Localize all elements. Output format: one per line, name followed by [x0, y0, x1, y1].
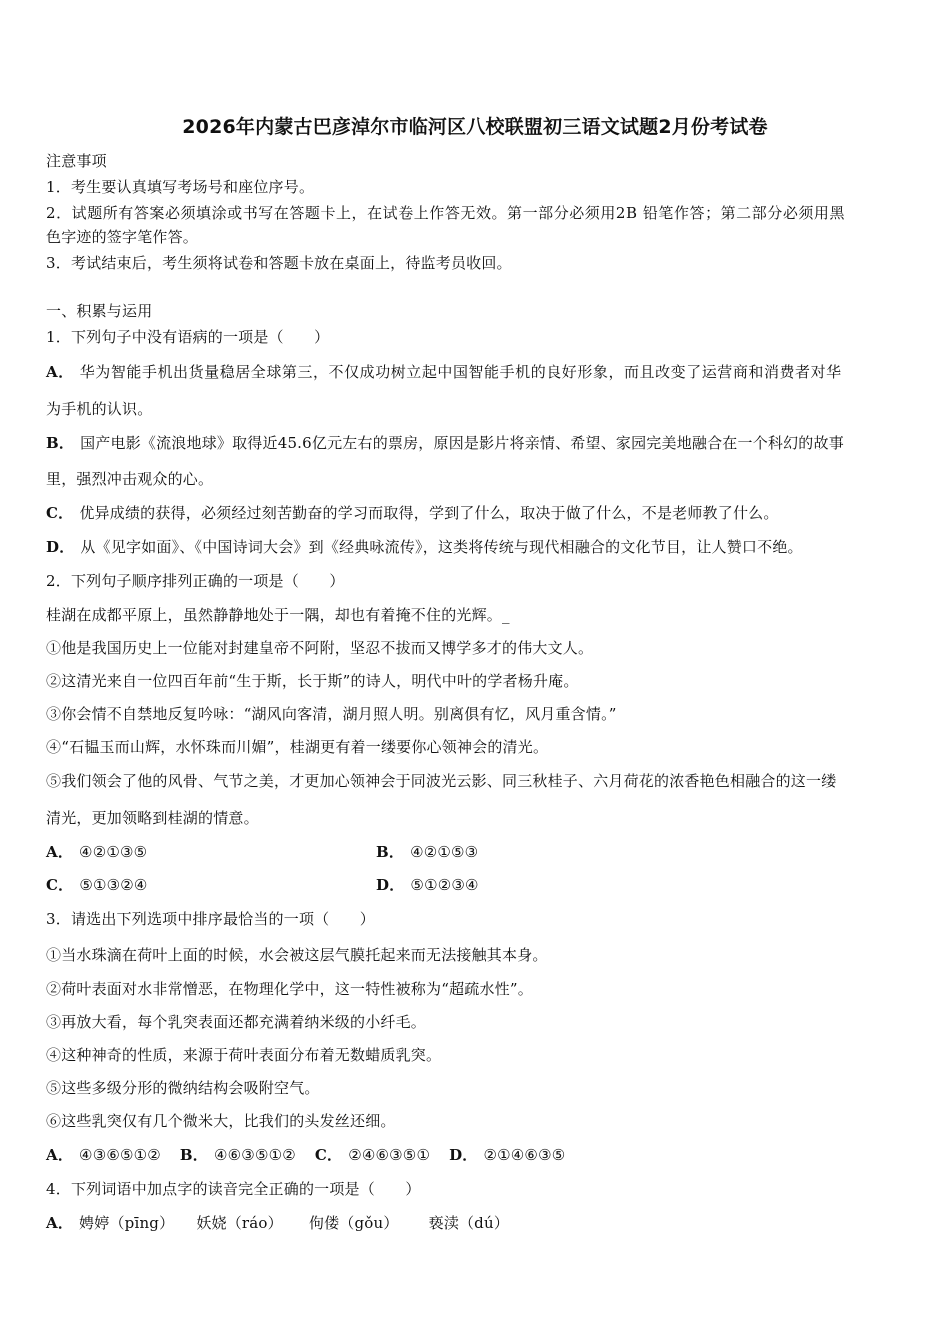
- option-text: ⑤①③②④: [79, 876, 148, 894]
- q3-sentence: ①当水珠滴在荷叶上面的时候，水会被这层气膜托起来而无法接触其本身。: [46, 946, 548, 964]
- option-label: A．: [46, 843, 74, 861]
- q3-option-d: [449, 1146, 565, 1164]
- option-label: B．: [179, 1146, 208, 1164]
- option-text: ④⑥③⑤①②: [214, 1146, 296, 1164]
- option-text: 优异成绩的获得，必须经过刻苦勤奋的学习而取得，学到了什么，取决于做了什么，不是老师教了什么。: [79, 504, 779, 522]
- q2-sentence: ⑤我们领会了他的风骨、气节之美，才更加心领神会于同波光云影、同三秋桂子、六月荷花的浓香艳色相融合的这一缕: [46, 772, 837, 790]
- option-text: 国产电影《流浪地球》取得近45.6亿元左右的票房，原因是影片将亲情、希望、家园完美地融合在一个科幻的故事: [80, 434, 844, 452]
- q4-option-a: [46, 1213, 509, 1233]
- option-text: ②④⑥③⑤①: [348, 1146, 431, 1164]
- word-item: 娉婷（pīng）: [79, 1214, 175, 1232]
- q3-option-c: [315, 1146, 430, 1164]
- option-text: ②①④⑥③⑤: [483, 1146, 566, 1164]
- section-title: 一、积累与运用: [46, 302, 153, 320]
- q1-option-d: [46, 537, 803, 557]
- notice-item: 1．考生要认真填写考场号和座位序号。: [46, 178, 315, 196]
- q2-option-d: [376, 875, 479, 895]
- option-text: 从《见字如面》、《中国诗词大会》到《经典咏流传》，这类将传统与现代相融合的文化节目，让人赞口不绝。: [80, 538, 803, 556]
- q3-sentence: ⑥这些乳突仅有几个微米大，比我们的头发丝还细。: [46, 1112, 396, 1130]
- q2-option-a: [46, 843, 147, 861]
- question-stem-1: 1．下列句子中没有语病的一项是（ ）: [46, 328, 330, 346]
- q3-sentence: ④这种神奇的性质，来源于荷叶表面分布着无数蜡质乳突。: [46, 1046, 442, 1064]
- question-stem-4: 4．下列词语中加点字的读音完全正确的一项是（ ）: [46, 1180, 421, 1198]
- question-stem-2: 2．下列句子顺序排列正确的一项是（ ）: [46, 572, 345, 590]
- word-item: 亵渎（dú）: [428, 1214, 510, 1232]
- notice-item: 2．试题所有答案必须填涂或书写在答题卡上，在试卷上作答无效。第一部分必须用2B 铅笔作答；第二部分必须用黑: [46, 204, 846, 222]
- word-item: 佝偻（gǒu）: [308, 1214, 399, 1232]
- q1-option-b: [46, 433, 844, 453]
- q2-option-c: [46, 876, 148, 894]
- q3-option-b: [180, 1146, 296, 1164]
- option-label: D．: [46, 538, 75, 556]
- q3-options: [46, 1145, 565, 1165]
- option-label: A．: [46, 1146, 74, 1164]
- option-label: B．: [376, 843, 405, 861]
- option-label: D．: [376, 876, 405, 894]
- option-label: C．: [314, 1146, 343, 1164]
- option-label: D．: [449, 1146, 478, 1164]
- q2-sentence: ②这清光来自一位四百年前“生于斯，长于斯”的诗人，明代中叶的学者杨升庵。: [46, 672, 579, 690]
- option-label: A．: [46, 363, 74, 381]
- q3-sentence: ②荷叶表面对水非常憎恶，在物理化学中，这一特性被称为“超疏水性”。: [46, 980, 533, 998]
- question-stem-3: 3．请选出下列选项中排序最恰当的一项（ ）: [46, 910, 375, 928]
- q2-intro: 桂湖在成都平原上，虽然静静地处于一隅，却也有着掩不住的光辉。_: [46, 606, 510, 624]
- q1-option-b-cont: 里，强烈冲击观众的心。: [46, 470, 214, 488]
- option-text: ④②①③⑤: [79, 843, 148, 861]
- q2-options-row-1: [46, 842, 646, 862]
- q2-sentence: ①他是我国历史上一位能对封建皇帝不阿附，坚忍不拔而又博学多才的伟大文人。: [46, 639, 594, 657]
- page-title: 2026年内蒙古巴彦淖尔市临河区八校联盟初三语文试题2月份考试卷: [182, 116, 768, 138]
- notice-heading: 注意事项: [46, 152, 107, 170]
- option-label: A．: [46, 1214, 74, 1232]
- option-label: C．: [46, 504, 74, 522]
- word-item: 妖娆（ráo）: [196, 1214, 283, 1232]
- option-label: C．: [46, 876, 74, 894]
- q2-options-row-2: [46, 875, 646, 895]
- q1-option-c: [46, 503, 779, 523]
- notice-item: 色字迹的签字笔作答。: [46, 228, 199, 246]
- q2-sentence: 清光，更加领略到桂湖的情意。: [46, 809, 259, 827]
- option-text: ⑤①②③④: [410, 876, 479, 894]
- q3-sentence: ③再放大看，每个乳突表面还都充满着纳米级的小纤毛。: [46, 1013, 427, 1031]
- option-label: B．: [46, 434, 75, 452]
- q1-option-a: [46, 362, 842, 382]
- q3-option-a: [46, 1146, 161, 1164]
- option-text: 华为智能手机出货量稳居全球第三，不仅成功树立起中国智能手机的良好形象，而且改变了运营商和消费者对华: [79, 363, 842, 381]
- option-text: ④③⑥⑤①②: [79, 1146, 161, 1164]
- q3-sentence: ⑤这些多级分形的微纳结构会吸附空气。: [46, 1079, 320, 1097]
- q1-option-a-cont: 为手机的认识。: [46, 400, 153, 418]
- q2-option-b: [376, 842, 478, 862]
- q2-sentence: ③你会情不自禁地反复吟咏：“湖风向客清，湖月照人明。别离俱有忆，风月重含情。”: [46, 705, 617, 723]
- q2-sentence: ④“石韫玉而山辉，水怀珠而川媚”，桂湖更有着一缕要你心领神会的清光。: [46, 738, 549, 756]
- option-text: ④②①⑤③: [410, 843, 479, 861]
- notice-item: 3．考试结束后，考生须将试卷和答题卡放在桌面上，待监考员收回。: [46, 254, 512, 272]
